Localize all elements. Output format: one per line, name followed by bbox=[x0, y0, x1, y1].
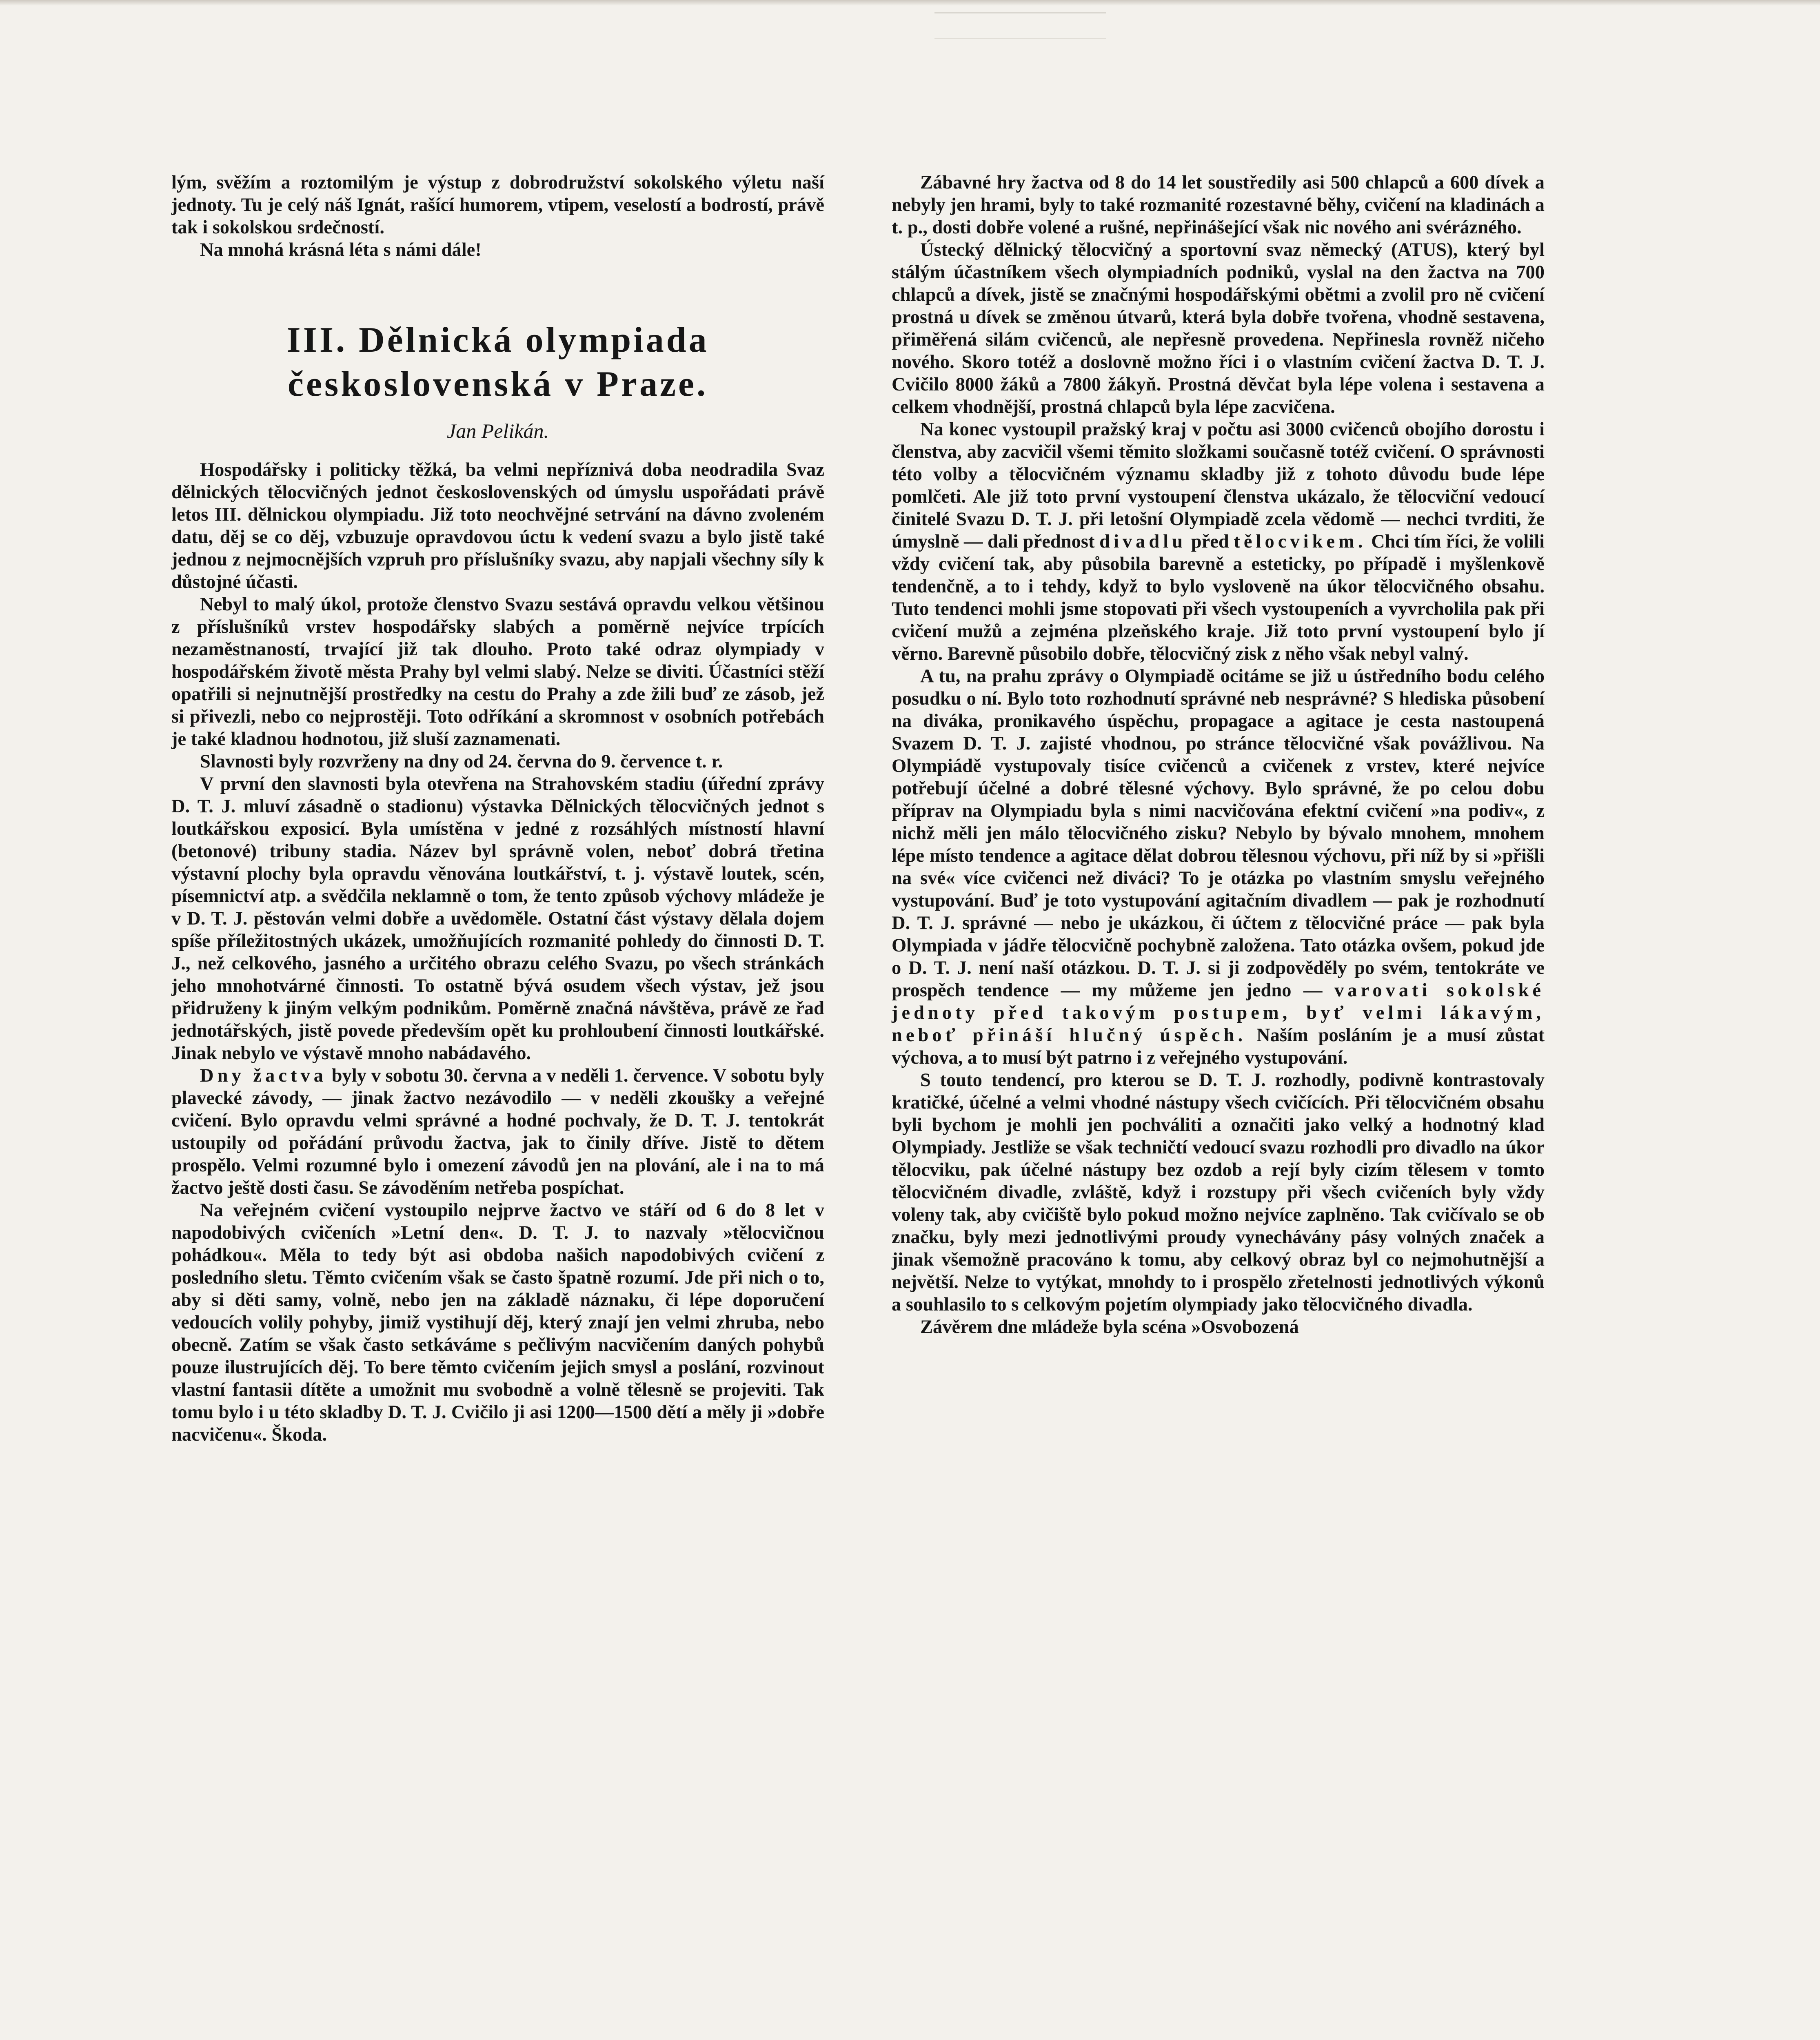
paragraph-text: před bbox=[1191, 531, 1229, 552]
paragraph-text: byly v sobotu 30. června a v neděli 1. července. V sobotu byly plavecké závody, — jinak žactvo nezávodilo — v neděli zkoušky a veřejné cvičení. Bylo opravdu velmi správné a hodné pochvaly, že D. T. J. tentokrát ustoupily od pořádání průvodu žactva, jak to činily dříve. Jistě to dětem prospělo. Velmi rozumné bylo i omezení závodů jen na plování, ale i na to má žactvo ještě dosti času. Se závoděním netřeba pospíchat. bbox=[171, 1065, 824, 1198]
paragraph-text: A tu, na prahu zprávy o Olympiadě ocitáme se již u ústředního bodu celého posudku o ní. Bylo toto rozhodnutí správné neb nesprávné? S hlediska působení na diváka, pronikavého úspěchu, propagace a agitace je cesta nastoupená Svazem D. T. J. zajisté vhodnou, po stránce tělocvičné však povážlivou. Na Olympiádě vystupovaly tisíce cvičenců a cvičenek z vrstev, které nejvíce potřebují účelné a dobré tělesné výchovy. Bylo správné, že po celou dobu příprav na Olympiadu byla s nimi nacvičována efektní cvičení »na podiv«, z nichž měli jen málo tělocvičného zisku? Nebylo by bývalo mnohem, mnohem lépe místo tendence a agitace dělat dobrou tělesnou výchovu, při níž by si »přišli na své« více cvičenci než diváci? To je otázka po vlastním smyslu veřejného vystupování. Buď je toto vystupování agitačním divadlem — pak je rozhodnutí D. T. J. správné — nebo je ukázkou, či účtem z tělocvičné práce — pak byla Olympiada v jádře tělocvičně pochybně založena. Tato otázka ovšem, pokud jde o D. T. J. není naší otázkou. D. T. J. si ji zodpověděly po svém, tentokráte ve prospěch tendence — my můžeme jen jedno — bbox=[892, 666, 1545, 1001]
spaced-word-telocvikem: tělocvikem. bbox=[1234, 531, 1367, 552]
paragraph-central-point bbox=[892, 665, 1545, 1069]
spaced-warning: varovati sokolské jednoty před takovým postupem, byť velmi lákavým, neboť přináší hlučný úspěch. bbox=[892, 980, 1545, 1046]
article-author: Jan Pelikán. bbox=[447, 419, 549, 442]
article-title-line-2: československá v Praze. bbox=[287, 364, 708, 404]
paragraph: S touto tendencí, pro kterou se D. T. J. rozhodly, podivně kontrastovaly kratičké, účelné a velmi vhodné nástupy všech cvičících. Při tělocvičném obsahu byli bychom je mohli jen pochváliti a označiti jako velký a hodnotný klad Olympiady. Jestliže se však techničtí vedoucí svazu rozhodli pro divadlo na úkor tělocviku, pak účelné nástupy bez ozdob a rejí byly cizím tělesem v tomto tělocvičném divadle, zvláště, když i rozstupy při všech cvičeních byly vždy voleny tak, aby cvičiště bylo pokud možno nejvíce zaplněno. Tak cvičívalo se ob značku, byly mezi jednotlivými proudy vynechávány pásy volných značek a jinak všemožně pracováno k tomu, aby celkový obraz byl co nejmohutnější a největší. Nelze to vytýkat, mnohdy to i prospělo zřetelnosti jednotlivých výkonů a souhlasilo to s celkovým pojetím olympiady jako tělocvičného divadla. bbox=[892, 1070, 1545, 1315]
paragraph: Závěrem dne mládeže byla scéna »Osvobozená bbox=[920, 1317, 1299, 1337]
spaced-lead: Dny žactva bbox=[200, 1065, 327, 1086]
paragraph: Hospodářsky i politicky těžká, ba velmi nepříznivá doba neodradila Svaz dělnických tělocvičných jednot československých od úmyslu uspořádati právě letos III. dělnickou olympiadu. Již toto neochvějné setrvání na dávno zvoleném datu, děj se co děj, vzbuzuje opravdovou úctu k vedení svazu a bylo jistě také jednou z nejmocnějších vzpruh pro příslušníky svazu, aby napjali všechny síly k důstojné účasti. bbox=[171, 459, 824, 592]
paragraph-divadlo bbox=[892, 418, 1545, 665]
paragraph: V první den slavnosti byla otevřena na Strahovském stadiu (úřední zprávy D. T. J. mluví zásadně o stadionu) výstavka Dělnických tělocvičných jednot s loutkářskou exposicí. Byla umístěna v jedné z rozsáhlých místností hlavní (betonové) tribuny stadia. Název byl správně volen, neboť dobrá třetina výstavní plochy byla opravdu věnována loutkářství, t. j. výstavě loutek, scén, písemnictví atp. a svědčila neklamně o tom, že tento způsob výchovy mládeže je v D. T. J. pěstován velmi dobře a uvědoměle. Ostatní část výstavy dělala dojem spíše příležitostných ukázek, umožňujících rozmanité pohledy do činnosti D. T. J., než celkového, jasného a určitého obrazu celého Svazu, po všech stránkách jeho mnohotvárné činnosti. To ostatně bývá osudem všech výstav, jež jsou přidruženy k jiným velkým podnikům. Poměrně značná návštěva, právě ze řad jednotářských, jistě povede především opět ku prohloubení činnosti loutkářské. Jinak nebylo ve výstavě mnoho nabádavého. bbox=[171, 774, 824, 1064]
closing-wish: Na mnohá krásná léta s námi dále! bbox=[200, 239, 482, 260]
paragraph: Ústecký dělnický tělocvičný a sportovní svaz německý (ATUS), který byl stálým účastníkem všech olympiadních podniků, vyslal na den žactva na 700 chlapců a dívek, jistě se značnými hospodářskými obětmi a zvolil pro ně cvičení prostná u dívek se změnou útvarů, která byla dobře tvořena, vhodně sestavena, přiměřená silám cvičenců, ale nepřesně provedena. Nepřinesla rovněž ničeho nového. Skoro totéž a doslovně možno říci i o vlastním cvičení žactva D. T. J. Cvičilo 8000 žáků a 7800 žákyň. Prostná děvčat byla lépe volena i sestavena a celkem vhodnější, prostná chlapců byla lépe zacvičena. bbox=[892, 239, 1545, 417]
paragraph-text: Naším posláním je a musí zůstat výchova, a to musí být patrno i z veřejného vystupování. bbox=[892, 1025, 1545, 1068]
paragraph: Slavnosti byly rozvrženy na dny od 24. června do 9. července t. r. bbox=[200, 751, 723, 772]
paragraph: Na veřejném cvičení vystoupilo nejprve žactvo ve stáří od 6 do 8 let v napodobivých cvičeních »Letní den«. D. T. J. to nazvaly »tělocvičnou pohádkou«. Měla to tedy být asi obdoba našich napodobivých cvičení z posledního sletu. Těmto cvičením však se často špatně rozumí. Jde při nich o to, aby si děti samy, volně, nebo jen na základě náznaku, či lépe doporučení vedoucích volily pohyby, jimiž vystihují děj, který znají jen velmi zhruba, nebo obecně. Zatím se však často setkáváme s pečlivým nacvičením daných pohybů pouze ilustrujících děj. To bere těmto cvičením jejich smysl a poslání, rozvinout vlastní fantasii dítěte a umožnit mu svobodně a volně tělesně se projeviti. Tak tomu bylo i u této skladby D. T. J. Cvičilo ji asi 1200—1500 dětí a měly ji »dobře nacvičenu«. Škoda. bbox=[171, 1200, 824, 1445]
right-column bbox=[892, 171, 1545, 1338]
paragraph: Nebyl to malý úkol, protože členstvo Svazu sestává opravdu velkou většinou z příslušníků vrstev hospodářsky slabých a poměrně nejvíce trpících nezaměstnaností, trvající již tak dlouho. Proto také odraz olympiady v hospodářském životě města Prahy byl velmi slabý. Nelze se diviti. Účastníci stěží opatřili si nejnutnější prostředky na cestu do Prahy a zde žili buď ze zásob, jež si přivezli, nebo co nejprostěji. Toto odříkání a skromnost v osobních potřebách je také kladnou hodnotou, již sluší zaznamenati. bbox=[171, 594, 824, 749]
article-title-line-1: III. Dělnická olympiada bbox=[286, 320, 709, 360]
spaced-word-divadlu: divadlu bbox=[1099, 531, 1187, 552]
opening-paragraph: lým, svěžím a roztomilým je výstup z dobrodružství sokolského výletu naší jednoty. Tu je celý náš Ignát, rašící humorem, vtipem, veselostí a bodrostí, právě tak i sokolskou srdečností. bbox=[171, 172, 824, 238]
paragraph-text: Na konec vystoupil pražský kraj v počtu asi 3000 cvičenců obojího dorostu i členstva, aby zacvičil všemi těmito složkami současně totéž cvičení. O správnosti této volby a tělocvičném významu skladby již z tohoto důvodu bude lépe pomlčeti. Ale již toto první vystoupení členstva ukázalo, že tělocviční vedoucí činitelé Svazu D. T. J. při letošní Olympiadě zcela vědomě — nechci tvrditi, že úmyslně — dali přednost bbox=[892, 419, 1545, 552]
paragraph-dny-zactva bbox=[171, 1064, 824, 1199]
article-title bbox=[171, 318, 824, 406]
paragraph: Zábavné hry žactva od 8 do 14 let soustředily asi 500 chlapců a 600 dívek a nebyly jen hrami, byly to také rozmanité rozestavné běhy, cvičení na kladinách a t. p., dosti dobře volené a rušné, nepřinášející však nic nového ani svérázného. bbox=[892, 172, 1545, 238]
scan-edge bbox=[0, 0, 1820, 6]
paragraph-text: Chci tím říci, že volili vždy cvičení tak, aby působila barevně a esteticky, po případě i myšlenkově tendenčně, a to i tehdy, když to bylo vysloveně na úkor tělocvičného obsahu. Tuto tendenci mohli jsme stopovati při všech vystoupeních a vyvrcholila pak při cvičení mužů a zejména plzeňského kraje. Již toto první vystoupení bylo jí věrno. Barevně působilo dobře, tělocvičný zisk z něho však nebyl valný. bbox=[892, 531, 1545, 664]
left-column bbox=[171, 171, 824, 1446]
faint-stamp-mark bbox=[934, 12, 1106, 39]
